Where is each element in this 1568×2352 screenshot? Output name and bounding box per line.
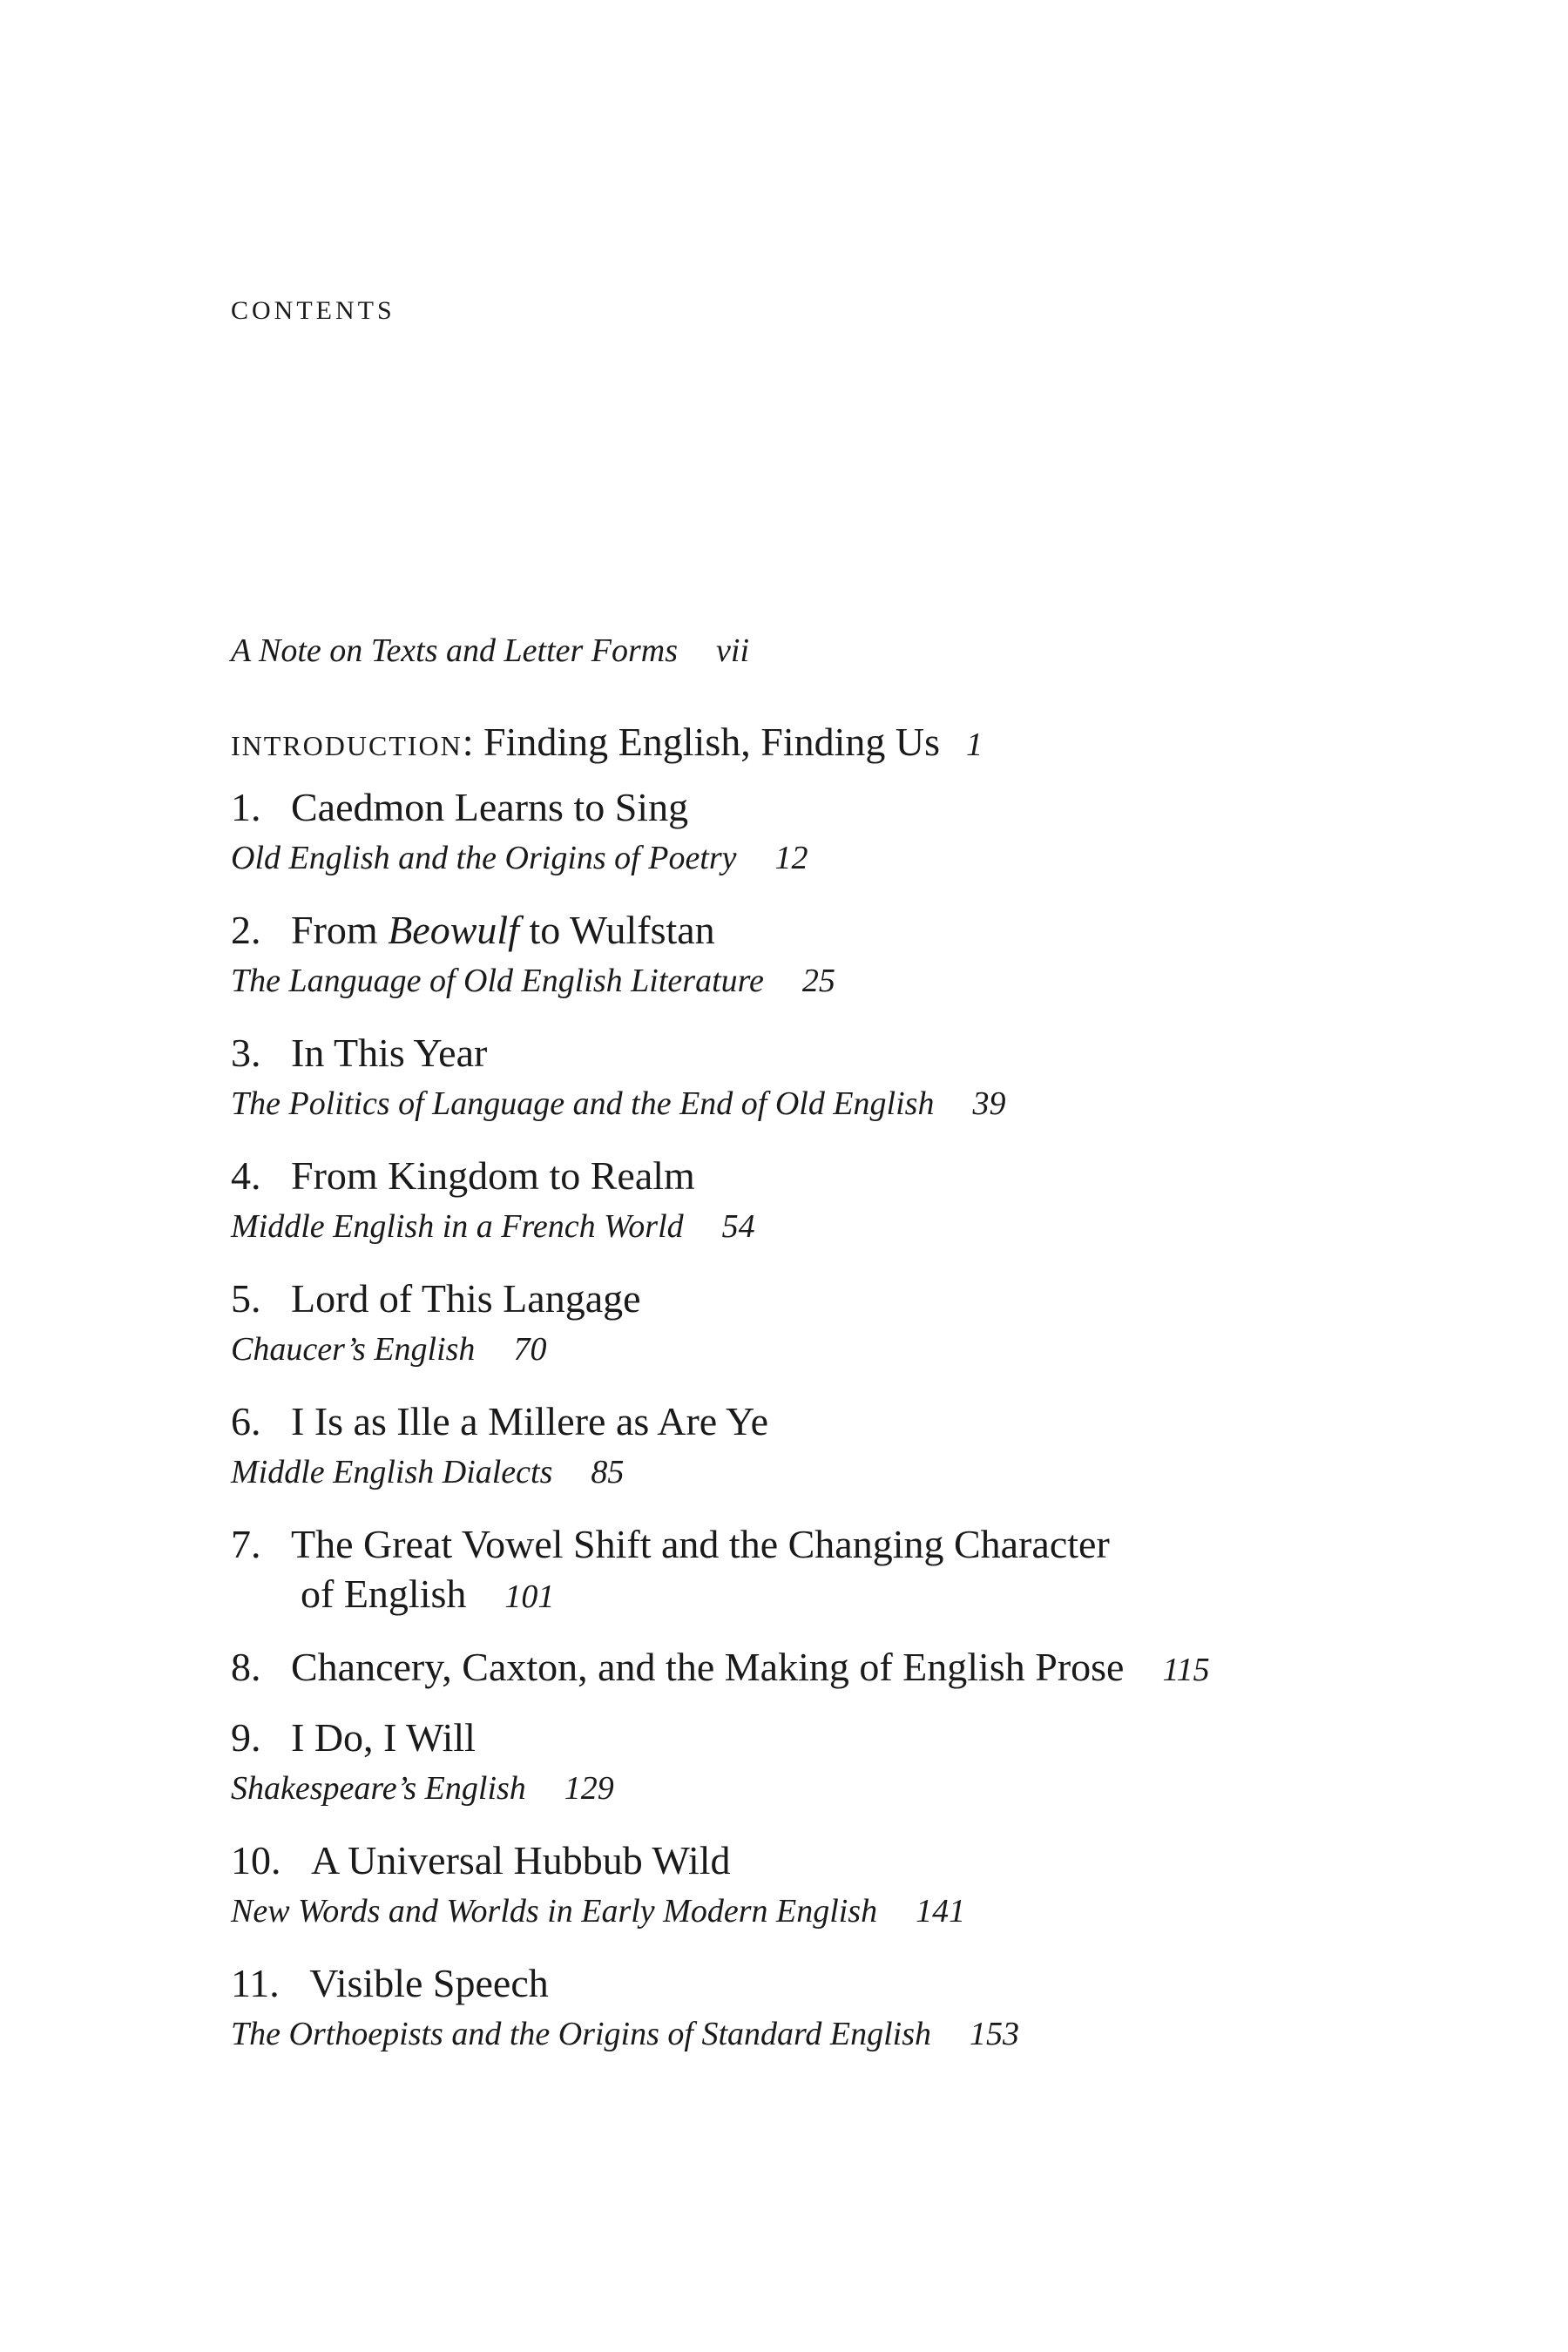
chapter-subtitle: The Politics of Language and the End of Old English [231,1085,935,1122]
toc-chapter-1-subtitle [231,839,808,877]
chapter-number: 8. [231,1645,261,1689]
chapter-number: 4. [231,1153,261,1198]
introduction-label: INTRODUCTION [231,730,463,761]
chapter-title: A Universal Hubbub Wild [311,1838,731,1882]
toc-chapter-4[interactable] [231,1152,695,1199]
toc-chapter-2-subtitle [231,962,835,1000]
chapter-page: 70 [513,1331,547,1368]
chapter-title: I Do, I Will [291,1715,476,1760]
toc-chapter-4-subtitle [231,1207,755,1246]
chapter-number: 11. [231,1961,280,2005]
chapter-number: 10. [231,1838,281,1882]
toc-chapter-2[interactable] [231,907,715,953]
toc-note[interactable] [231,632,749,670]
chapter-title-continued: of English [301,1571,467,1616]
toc-chapter-3[interactable] [231,1030,487,1076]
chapter-page: 101 [504,1578,555,1615]
chapter-title: Chancery, Caxton, and the Making of English Prose [291,1645,1125,1689]
chapter-number: 7. [231,1522,261,1566]
chapter-subtitle: Shakespeare’s English [231,1770,526,1807]
introduction-title: Finding English, Finding Us [483,720,940,764]
chapter-number: 2. [231,908,261,952]
introduction-separator: : [462,720,474,764]
chapter-page: 25 [801,963,835,999]
chapter-page: 141 [916,1893,966,1930]
chapter-title-suffix: to Wulfstan [518,908,715,952]
chapter-title: From Kingdom to Realm [291,1153,695,1198]
contents-heading: CONTENTS [231,296,395,325]
chapter-subtitle: The Language of Old English Literature [231,963,764,999]
chapter-page: 153 [970,2016,1020,2052]
toc-note-page: vii [716,632,750,669]
toc-chapter-5-subtitle [231,1330,546,1369]
chapter-number: 3. [231,1031,261,1075]
chapter-title: Visible Speech [309,1961,549,2005]
chapter-subtitle: New Words and Worlds in Early Modern English [231,1893,878,1930]
table-of-contents [231,0,1450,2352]
chapter-subtitle: Old English and the Origins of Poetry [231,840,737,876]
introduction-page: 1 [966,727,983,763]
toc-chapter-11-subtitle [231,2015,1019,2053]
chapter-page: 115 [1162,1652,1210,1688]
toc-chapter-9-subtitle [231,1769,614,1808]
chapter-subtitle: Middle English Dialects [231,1454,553,1490]
chapter-title: Caedmon Learns to Sing [291,785,689,829]
chapter-page: 39 [972,1085,1006,1122]
toc-chapter-3-subtitle [231,1085,1005,1123]
chapter-subtitle: Chaucer’s English [231,1331,476,1368]
chapter-subtitle: Middle English in a French World [231,1208,684,1245]
toc-introduction[interactable] [231,719,983,765]
toc-chapter-6-subtitle [231,1453,624,1491]
chapter-number: 6. [231,1399,261,1443]
chapter-title-prefix: From [291,908,389,952]
chapter-title: In This Year [291,1031,488,1075]
toc-chapter-7-line2 [231,1571,554,1617]
toc-chapter-11[interactable] [231,1960,549,2006]
chapter-number: 9. [231,1715,261,1760]
chapter-page: 54 [721,1208,755,1245]
toc-chapter-10-subtitle [231,1892,965,1930]
chapter-page: 129 [564,1770,614,1807]
toc-chapter-10[interactable] [231,1837,731,1883]
chapter-title: The Great Vowel Shift and the Changing Character [291,1522,1110,1566]
chapter-title: Lord of This Langage [291,1276,641,1321]
chapter-title-italic: Beowulf [388,908,519,952]
toc-note-title: A Note on Texts and Letter Forms [231,632,679,669]
toc-chapter-7[interactable] [231,1521,1110,1567]
toc-chapter-6[interactable] [231,1398,768,1444]
toc-chapter-9[interactable] [231,1714,476,1761]
toc-chapter-1[interactable] [231,784,688,830]
toc-chapter-5[interactable] [231,1275,641,1321]
toc-chapter-8[interactable] [231,1644,1210,1690]
chapter-subtitle: The Orthoepists and the Origins of Standard English [231,2016,932,2052]
chapter-page: 85 [591,1454,625,1490]
chapter-number: 1. [231,785,261,829]
chapter-page: 12 [774,840,808,876]
chapter-title: I Is as Ille a Millere as Are Ye [291,1399,769,1443]
chapter-number: 5. [231,1276,261,1321]
